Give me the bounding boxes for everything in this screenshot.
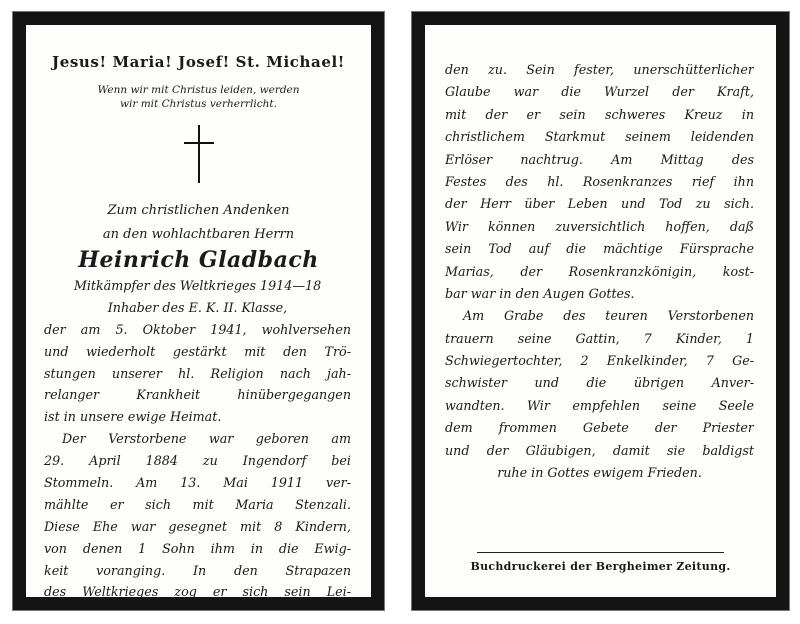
deceased-name: Heinrich Gladbach [78, 247, 319, 273]
text-line: Stommeln. Am 13. Mai 1911 ver- [44, 475, 351, 491]
text-line: Inhaber des E. K. II. Klasse, [107, 299, 288, 315]
text-line: Wir können zuversichtlich hoffen, daß [445, 218, 754, 234]
text-line: Schwiegertochter, 2 Enkelkinder, 7 Ge- [445, 353, 754, 369]
text-line: Diese Ehe war gesegnet mit 8 Kindern, [44, 518, 351, 534]
text-line: mit der er sein schweres Kreuz in [445, 106, 754, 122]
text-line: mählte er sich mit Maria Stenzali. [44, 496, 351, 512]
text-line: Der Verstorbene war geboren am [62, 431, 351, 447]
text-line: und wiederholt gestärkt mit den Trö- [44, 343, 351, 359]
memorial-intro [26, 199, 371, 247]
text-line: Festes des hl. Rosenkranzes rief ihn [445, 173, 754, 189]
motto-line: Wenn wir mit Christus leiden, werden [97, 84, 300, 96]
text-line: stungen unserer hl. Religion nach jah- [44, 365, 351, 381]
text-line: Marias, der Rosenkranzkönigin, kost- [445, 263, 754, 279]
text-line: des Weltkrieges zog er sich sein Lei- [44, 584, 351, 600]
text-line: dem frommen Gebete der Priester [445, 420, 754, 436]
text-line: ist in unsere ewige Heimat. [44, 409, 222, 425]
text-line: relanger Krankheit hinübergegangen [44, 387, 351, 403]
text-line: ruhe in Gottes ewigem Frieden. [497, 465, 702, 481]
text-line: von denen 1 Sohn ihm in die Ewig- [44, 540, 351, 556]
invocation-heading: Jesus! Maria! Josef! St. Michael! [52, 53, 345, 71]
text-line: schwister und die übrigen Anver- [445, 375, 754, 391]
motto [48, 83, 349, 111]
left-card [13, 12, 384, 610]
biography-text [44, 275, 351, 603]
right-card [412, 12, 789, 610]
text-line: und der Gläubigen, damit sie baldigst [445, 442, 754, 458]
text-line: Am Grabe des teuren Verstorbenen [463, 308, 754, 324]
text-line: den zu. Sein fester, unerschütterlicher [445, 62, 754, 77]
memorial-line: Zum christlichen Andenken [107, 203, 290, 218]
text-line: Erlöser nachtrug. Am Mittag des [445, 151, 754, 167]
text-line: wandten. Wir empfehlen seine Seele [445, 397, 754, 413]
text-line: bar war in den Augen Gottes. [445, 285, 635, 301]
text-line: der am 5. Oktober 1941, wohlversehen [44, 321, 351, 337]
cross-icon [184, 125, 214, 183]
text-line: sein Tod auf die mächtige Fürsprache [445, 241, 754, 257]
biography-continued [445, 59, 754, 484]
divider [477, 552, 724, 553]
motto-line: wir mit Christus verherrlicht. [120, 98, 277, 110]
text-line: Glaube war die Wurzel der Kraft, [445, 84, 754, 100]
text-line: Mitkämpfer des Weltkrieges 1914—18 [73, 278, 322, 293]
text-line: keit voranging. In den Strapazen [44, 562, 351, 578]
text-line: trauern seine Gattin, 7 Kinder, 1 [445, 330, 754, 346]
printer-credit: Buchdruckerei der Bergheimer Zeitung. [470, 560, 731, 573]
text-line: der Herr über Leben und Tod zu sich. [445, 196, 754, 212]
memorial-line: an den wohlachtbaren Herrn [102, 227, 295, 242]
text-line: 29. April 1884 zu Ingendorf bei [44, 453, 351, 469]
text-line: christlichem Starkmut seinem leidenden [445, 129, 754, 145]
